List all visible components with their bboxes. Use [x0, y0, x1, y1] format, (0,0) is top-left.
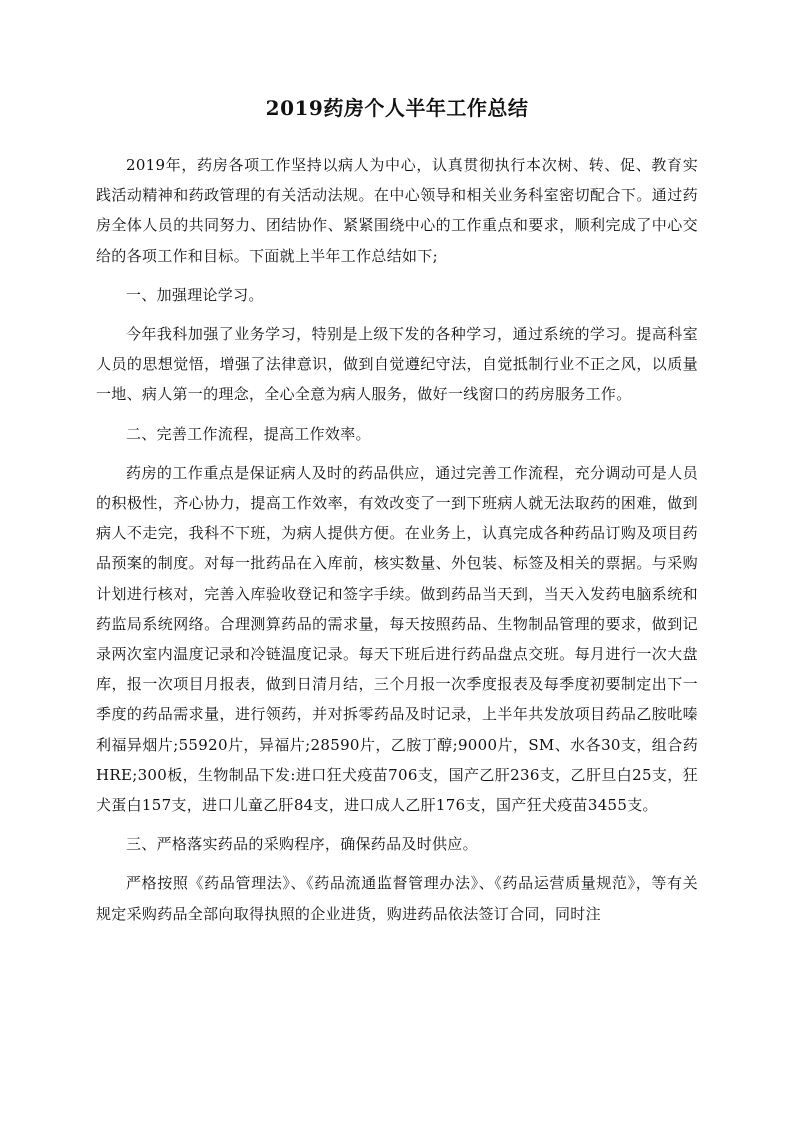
document-title: 2019药房个人半年工作总结	[265, 96, 529, 120]
document-body	[96, 150, 698, 938]
section-heading-3: 三、严格落实药品的采购程序，确保药品及时供应。	[126, 835, 478, 854]
section-3-paragraph: 严格按照《药品管理法》、《药品流通监督管理办法》、《药品运营质量规范》，等有关规定采购药品全部向取得执照的企业进货，购进药品依法签订合同，同时注	[96, 874, 698, 923]
section-heading-2: 二、完善工作流程，提高工作效率。	[126, 424, 371, 443]
section-heading-1: 一、加强理论学习。	[126, 285, 264, 304]
section-2-paragraph: 药房的工作重点是保证病人及时的药品供应，通过完善工作流程，充分调动可是人员的积极性，齐心协力，提高工作效率，有效改变了一到下班病人就无法取药的困难，做到病人不走完，我科不下班，为病人提供方便。在业务上，认真完成各种药品订购及项目药品预案的制度。对每一批药品在入库前，核实数量、外包装、标签及相关的票据。与采购计划进行核对，完善入库验收登记和签字手续。做到药品当天到，当天入发药电脑系统和药监局系统网络。合理测算药品的需求量，每天按照药品、生物制品管理的要求，做到记录两次室内温度记录和冷链温度记录。每天下班后进行药品盘点交班。每月进行一次大盘库，报一次项目月报表，做到日清月结，三个月报一次季度报表及每季度初要制定出下一季度的药品需求量，进行领药，并对拆零药品及时记录，上半年共发放项目药品乙胺吡嗪利福异烟片;55920片，异福片;28590片，乙胺丁醇;9000片，SM、水各30支，组合药HRE;300板，生物制品下发:进口狂犬疫苗706支，国产乙肝236支，乙肝旦白25支，狂犬蛋白157支，进口儿童乙肝84支，进口成人乙肝176支，国产狂犬疫苗3455支。	[96, 463, 698, 815]
section-1-paragraph: 今年我科加强了业务学习，特别是上级下发的各种学习，通过系统的学习。提高科室人员的思想觉悟，增强了法律意识，做到自觉遵纪守法，自觉抵制行业不正之风，以质量一地、病人第一的理念，全心全意为病人服务，做好一线窗口的药房服务工作。	[96, 325, 698, 404]
intro-paragraph: 2019年，药房各项工作坚持以病人为中心，认真贯彻执行本次树、转、促、教育实践活动精神和药政管理的有关活动法规。在中心领导和相关业务科室密切配合下。通过药房全体人员的共同努力、团结协作、紧紧围绕中心的工作重点和要求，顺利完成了中心交给的各项工作和目标。下面就上半年工作总结如下;	[96, 156, 698, 265]
